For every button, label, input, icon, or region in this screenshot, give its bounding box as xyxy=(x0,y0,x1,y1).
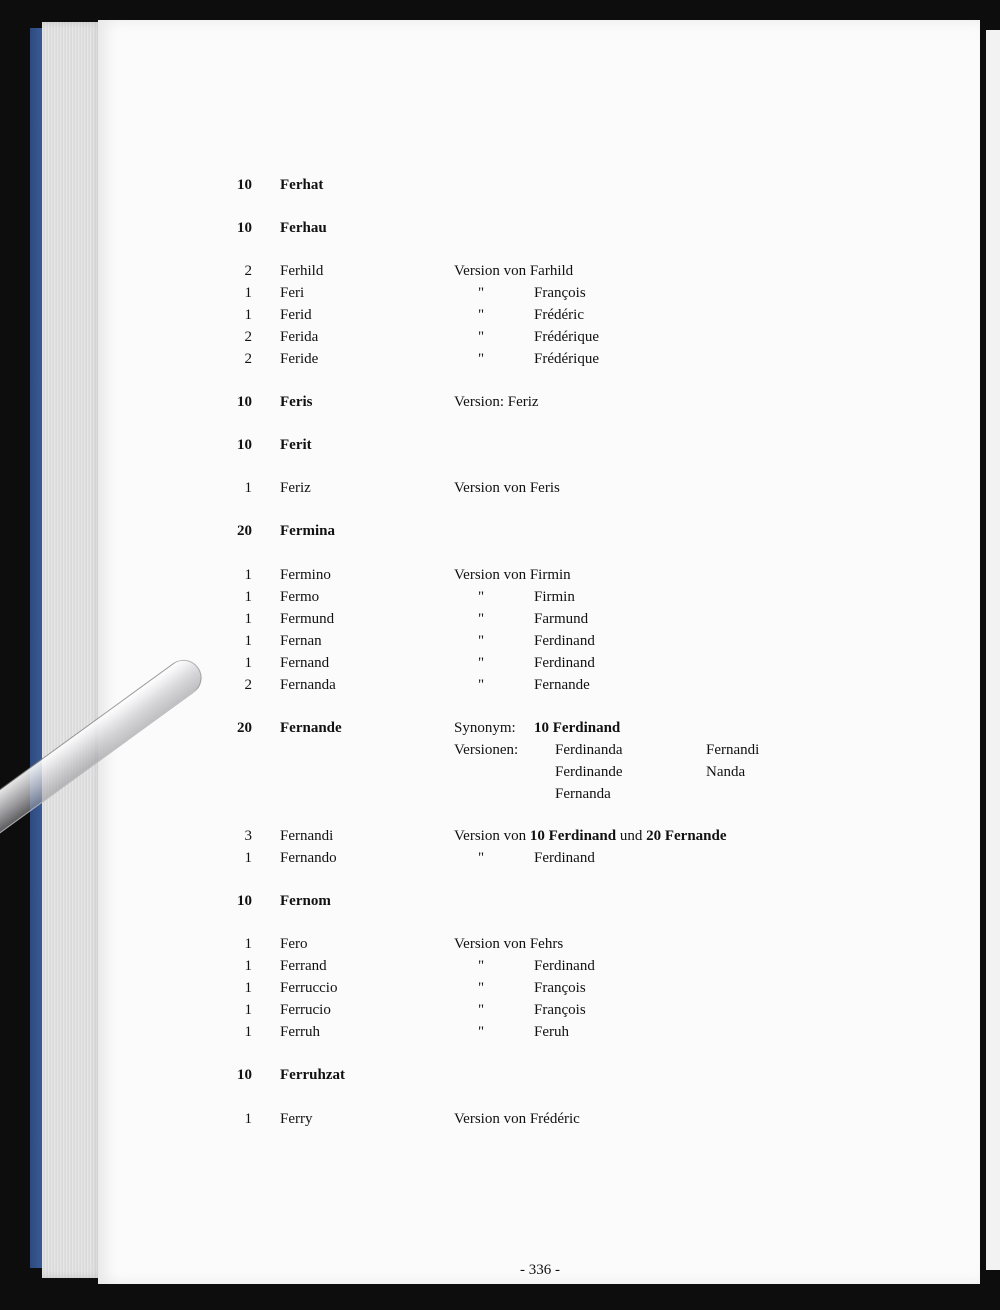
name-entry xyxy=(0,177,1000,199)
versions-label: Versionen: xyxy=(454,742,519,758)
name-entry xyxy=(0,589,1000,611)
entry-value: Fernande xyxy=(534,677,590,693)
name-entry xyxy=(0,893,1000,915)
note-ref: 20 Fernande xyxy=(646,828,727,844)
entry-count: 2 xyxy=(244,677,252,693)
entry-count: 2 xyxy=(244,263,252,279)
entry-value: François xyxy=(534,285,586,301)
version-value: Fernandi xyxy=(706,742,760,758)
name-entry xyxy=(0,850,1000,872)
entry-count: 2 xyxy=(244,329,252,345)
version-value: Ferdinande xyxy=(555,764,623,780)
entry-name: Ferhat xyxy=(280,177,324,193)
entry-count: 1 xyxy=(244,307,252,323)
entry-count: 1 xyxy=(244,567,252,583)
entry-count: 10 xyxy=(237,893,252,909)
entry-name: Feri xyxy=(280,285,305,301)
name-entry xyxy=(0,1111,1000,1133)
entry-count: 10 xyxy=(237,437,252,453)
entry-name: Fernand xyxy=(280,655,330,671)
name-entry xyxy=(0,936,1000,958)
entry-count: 1 xyxy=(244,1002,252,1018)
entry-value: Ferdinand xyxy=(534,958,595,974)
ditto-mark: " xyxy=(478,589,485,605)
entry-count: 2 xyxy=(244,351,252,367)
entry-value: Frédérique xyxy=(534,351,599,367)
entry-name: Fernande xyxy=(280,720,342,736)
version-value: Nanda xyxy=(706,764,746,780)
ditto-mark: " xyxy=(478,351,485,367)
entry-count: 1 xyxy=(244,1024,252,1040)
entry-note: Version von Farhild xyxy=(454,263,574,279)
synonym-label: Synonym: xyxy=(454,720,516,736)
entry-name: Ferit xyxy=(280,437,312,453)
entry-name: Fernando xyxy=(280,850,337,866)
name-entry xyxy=(0,437,1000,459)
entry-count: 20 xyxy=(237,523,252,539)
entry-note: Version von Frédéric xyxy=(454,1111,580,1127)
name-entry xyxy=(0,285,1000,307)
entry-name: Fernandi xyxy=(280,828,334,844)
name-entry xyxy=(0,567,1000,589)
name-entry xyxy=(0,307,1000,329)
entry-value: François xyxy=(534,980,586,996)
name-entry xyxy=(0,958,1000,980)
entry-count: 10 xyxy=(237,220,252,236)
entry-count: 20 xyxy=(237,720,252,736)
name-entry xyxy=(0,329,1000,351)
entry-count: 1 xyxy=(244,633,252,649)
name-entry xyxy=(0,523,1000,545)
name-entry xyxy=(0,980,1000,1002)
note-ref: 10 Ferdinand xyxy=(529,828,617,844)
ditto-mark: " xyxy=(478,1002,485,1018)
ditto-mark: " xyxy=(478,677,485,693)
name-entry xyxy=(0,351,1000,373)
entry-count: 1 xyxy=(244,480,252,496)
entry-value: Ferdinand xyxy=(534,850,595,866)
entry-value: Ferdinand xyxy=(534,633,595,649)
ditto-mark: " xyxy=(478,611,485,627)
name-entry xyxy=(0,263,1000,285)
entry-name: Fernom xyxy=(280,893,331,909)
version-value: Ferdinanda xyxy=(555,742,623,758)
entry-name: Ferrand xyxy=(280,958,327,974)
entry-name: Fermo xyxy=(280,589,320,605)
name-entry xyxy=(0,220,1000,242)
entry-name: Ferida xyxy=(280,329,319,345)
ditto-mark: " xyxy=(478,655,485,671)
entry-count: 1 xyxy=(244,655,252,671)
entry-note: Version von Firmin xyxy=(454,567,571,583)
entry-name: Ferruh xyxy=(280,1024,320,1040)
entry-name: Feride xyxy=(280,351,319,367)
entry-value: Feruh xyxy=(534,1024,569,1040)
entry-value: François xyxy=(534,1002,586,1018)
entry-note: Version: Feriz xyxy=(454,394,539,410)
entry-name: Ferhau xyxy=(280,220,327,236)
entry-name: Feriz xyxy=(280,480,311,496)
entry-name: Ferry xyxy=(280,1111,313,1127)
entry-name: Fermina xyxy=(280,523,335,539)
entry-name: Ferruhzat xyxy=(280,1067,345,1083)
entry-count: 10 xyxy=(237,1067,252,1083)
page-number: - 336 - xyxy=(520,1262,560,1278)
ditto-mark: " xyxy=(478,329,485,345)
versions-line xyxy=(0,764,1000,786)
name-entry xyxy=(0,655,1000,677)
entry-note: Version von Feris xyxy=(454,480,560,496)
entry-value: Firmin xyxy=(534,589,575,605)
name-entry xyxy=(0,394,1000,416)
entry-count: 1 xyxy=(244,980,252,996)
entry-note xyxy=(454,828,727,845)
ditto-mark: " xyxy=(478,850,485,866)
entry-count: 1 xyxy=(244,285,252,301)
ditto-mark: " xyxy=(478,1024,485,1040)
name-entry xyxy=(0,1067,1000,1089)
entry-name: Ferhild xyxy=(280,263,324,279)
entry-count: 10 xyxy=(237,177,252,193)
entry-value: Farmund xyxy=(534,611,589,627)
entry-count: 1 xyxy=(244,850,252,866)
entry-name: Fernanda xyxy=(280,677,336,693)
entry-count: 1 xyxy=(244,589,252,605)
ditto-mark: " xyxy=(478,980,485,996)
entry-name: Ferid xyxy=(280,307,312,323)
name-entry xyxy=(0,633,1000,655)
ditto-mark: " xyxy=(478,285,485,301)
version-value: Fernanda xyxy=(555,786,611,802)
entry-name: Ferrucio xyxy=(280,1002,331,1018)
ditto-mark: " xyxy=(478,633,485,649)
name-entry xyxy=(0,611,1000,633)
versions-line xyxy=(0,742,1000,764)
versions-line xyxy=(0,786,1000,808)
entry-name: Ferruccio xyxy=(280,980,338,996)
entry-value: Frédérique xyxy=(534,329,599,345)
entry-count: 1 xyxy=(244,936,252,952)
entry-value: Ferdinand xyxy=(534,655,595,671)
entry-count: 1 xyxy=(244,1111,252,1127)
entry-count: 10 xyxy=(237,394,252,410)
synonym-value: 10 Ferdinand xyxy=(534,720,621,736)
name-entry xyxy=(0,1002,1000,1024)
entry-count: 1 xyxy=(244,958,252,974)
ditto-mark: " xyxy=(478,307,485,323)
entry-name: Feris xyxy=(280,394,313,410)
name-entry xyxy=(0,828,1000,850)
entry-note: Version von Fehrs xyxy=(454,936,564,952)
name-entry xyxy=(0,1024,1000,1046)
entry-name: Fero xyxy=(280,936,308,952)
entry-name: Fermund xyxy=(280,611,335,627)
ditto-mark: " xyxy=(478,958,485,974)
note-text: Version von xyxy=(454,828,530,844)
name-entry xyxy=(0,480,1000,502)
note-text: und xyxy=(616,828,647,844)
entry-count: 1 xyxy=(244,611,252,627)
entry-count: 3 xyxy=(244,828,252,844)
entry-name: Fermino xyxy=(280,567,331,583)
entry-name: Fernan xyxy=(280,633,322,649)
entry-value: Frédéric xyxy=(534,307,584,323)
